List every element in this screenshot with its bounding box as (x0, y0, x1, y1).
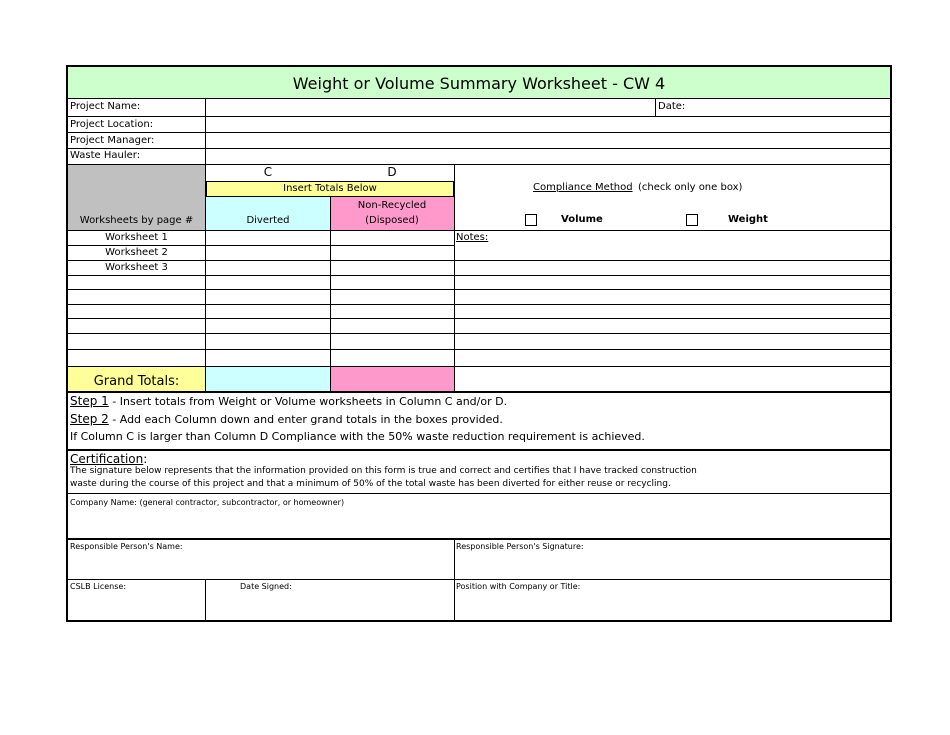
date-signed-label: Date Signed: (240, 582, 292, 591)
cslb-license-input[interactable] (72, 597, 202, 617)
step-1-label: Step 1 (70, 394, 109, 408)
step-1-text: - Insert totals from Weight or Volume worksheets in Column C and/or D. (108, 395, 508, 408)
project-manager-input[interactable] (208, 134, 886, 148)
worksheet-1-label: Worksheet 1 (105, 232, 168, 243)
weight-checkbox[interactable] (686, 214, 698, 226)
date-input[interactable] (690, 100, 885, 114)
certification-heading (70, 453, 147, 465)
project-name-label: Project Name: (70, 101, 141, 112)
responsible-name-input[interactable] (72, 557, 450, 577)
worksheet-3-label: Worksheet 3 (105, 262, 168, 273)
responsible-name-label: Responsible Person's Name: (70, 542, 183, 551)
certification-label: Certification (70, 452, 144, 466)
volume-label: Volume (561, 214, 603, 225)
step-2-label: Step 2 (70, 412, 109, 426)
date-signed-input[interactable] (208, 597, 450, 617)
cslb-license-label: CSLB License: (70, 582, 127, 591)
volume-checkbox[interactable] (525, 214, 537, 226)
compliance-method-label: Compliance Method (533, 182, 633, 193)
certification-text-line2: waste during the course of this project and that a minimum of 50% of the total waste has been diverted for either reuse or recycling. (70, 479, 671, 489)
insert-totals-label: Insert Totals Below (283, 183, 377, 194)
position-input[interactable] (458, 597, 884, 617)
grand-totals-label: Grand Totals: (93, 374, 180, 389)
step-2-text: - Add each Column down and enter grand totals in the boxes provided. (108, 413, 503, 426)
company-name-input[interactable] (72, 513, 884, 535)
project-location-label: Project Location: (70, 119, 154, 130)
project-name-input[interactable] (208, 100, 653, 114)
certification-colon: : (143, 452, 148, 466)
date-label: Date: (658, 101, 686, 112)
waste-hauler-input[interactable] (208, 150, 886, 163)
non-recycled-label-line2: (Disposed) (365, 215, 419, 226)
compliance-instruction: (check only one box) (638, 182, 743, 193)
column-c-letter: C (263, 165, 273, 179)
waste-hauler-label: Waste Hauler: (70, 150, 141, 161)
non-recycled-label-line1: Non-Recycled (357, 200, 427, 211)
diverted-total-cell[interactable] (206, 367, 330, 391)
notes-label: Notes: (456, 232, 489, 243)
worksheet-form (66, 65, 892, 622)
page-title: Weight or Volume Summary Worksheet - CW 4 (292, 74, 666, 93)
step-1 (70, 395, 507, 407)
project-location-input[interactable] (208, 118, 886, 132)
responsible-signature-label: Responsible Person's Signature: (456, 542, 584, 551)
disposed-total-cell[interactable] (330, 367, 454, 391)
compliance-conclusion: If Column C is larger than Column D Compliance with the 50% waste reduction requirement is achieved. (70, 430, 645, 443)
position-label: Position with Company or Title: (456, 582, 581, 591)
weight-label: Weight (728, 214, 768, 225)
company-name-label: Company Name: (general contractor, subcontractor, or homeowner) (70, 498, 345, 507)
column-d-letter: D (387, 165, 397, 179)
certification-text-line1: The signature below represents that the information provided on this form is true and correct and certifies that I have tracked construction (70, 466, 697, 476)
responsible-signature-input[interactable] (458, 557, 884, 577)
project-manager-label: Project Manager: (70, 135, 155, 146)
worksheets-header-label: Worksheets by page # (79, 215, 194, 226)
step-2 (70, 413, 503, 425)
worksheet-2-label: Worksheet 2 (105, 247, 168, 258)
diverted-label: Diverted (246, 215, 290, 226)
